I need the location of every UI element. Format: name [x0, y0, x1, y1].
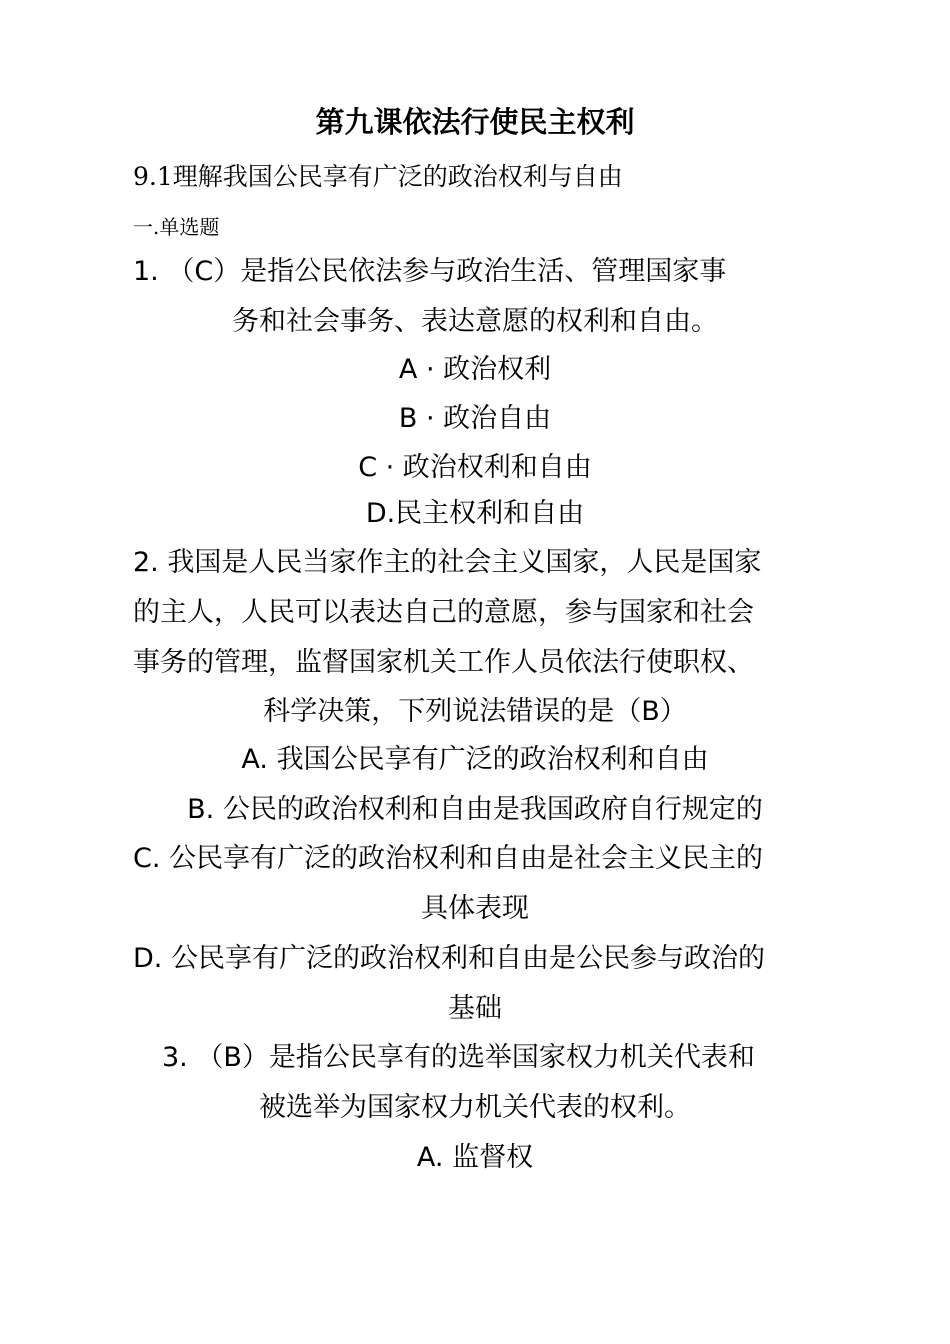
question-2-stem-line-2: 的主人，人民可以表达自己的意愿，参与国家和社会: [133, 597, 754, 628]
question-2-stem-line-4: 科学决策，下列说法错误的是（B）: [263, 696, 687, 727]
question-1-stem-line-2: 务和社会事务、表达意愿的权利和自由。: [232, 306, 718, 337]
question-1-option-c: C · 政治权利和自由: [358, 452, 592, 483]
section-heading: 一.单选题: [133, 215, 220, 239]
question-1-option-b: B · 政治自由: [398, 403, 552, 434]
question-3-stem-line-2: 被选举为国家权力机关代表的权利。: [259, 1092, 691, 1123]
question-2-option-a: A. 我国公民享有广泛的政治权利和自由: [241, 744, 709, 775]
question-2-option-c: C. 公民享有广泛的政治权利和自由是社会主义民主的: [133, 843, 764, 874]
page-title: 第九课依法行使民主权利: [315, 105, 635, 139]
question-1-option-a: A · 政治权利: [398, 354, 552, 385]
question-2-option-d: D. 公民享有广泛的政治权利和自由是公民参与政治的: [133, 943, 765, 974]
question-1-option-d: D.民主权利和自由: [365, 498, 585, 529]
question-3-stem-line-1: 3. （B）是指公民享有的选举国家权力机关代表和: [162, 1042, 755, 1073]
question-2-stem-line-1: 2. 我国是人民当家作主的社会主义国家，人民是国家: [133, 547, 762, 578]
lesson-subtitle: 9.1理解我国公民享有广泛的政治权利与自由: [133, 162, 623, 191]
question-2-option-c-continued: 具体表现: [421, 893, 529, 924]
question-1-stem-line-1: 1. （C）是指公民依法参与政治生活、管理国家事: [133, 256, 727, 287]
question-2-stem-line-3: 事务的管理，监督国家机关工作人员依法行使职权、: [133, 647, 754, 678]
question-2-option-b: B. 公民的政治权利和自由是我国政府自行规定的: [187, 794, 763, 825]
question-2-option-d-continued: 基础: [448, 993, 502, 1024]
question-3-option-a: A. 监督权: [416, 1142, 534, 1173]
